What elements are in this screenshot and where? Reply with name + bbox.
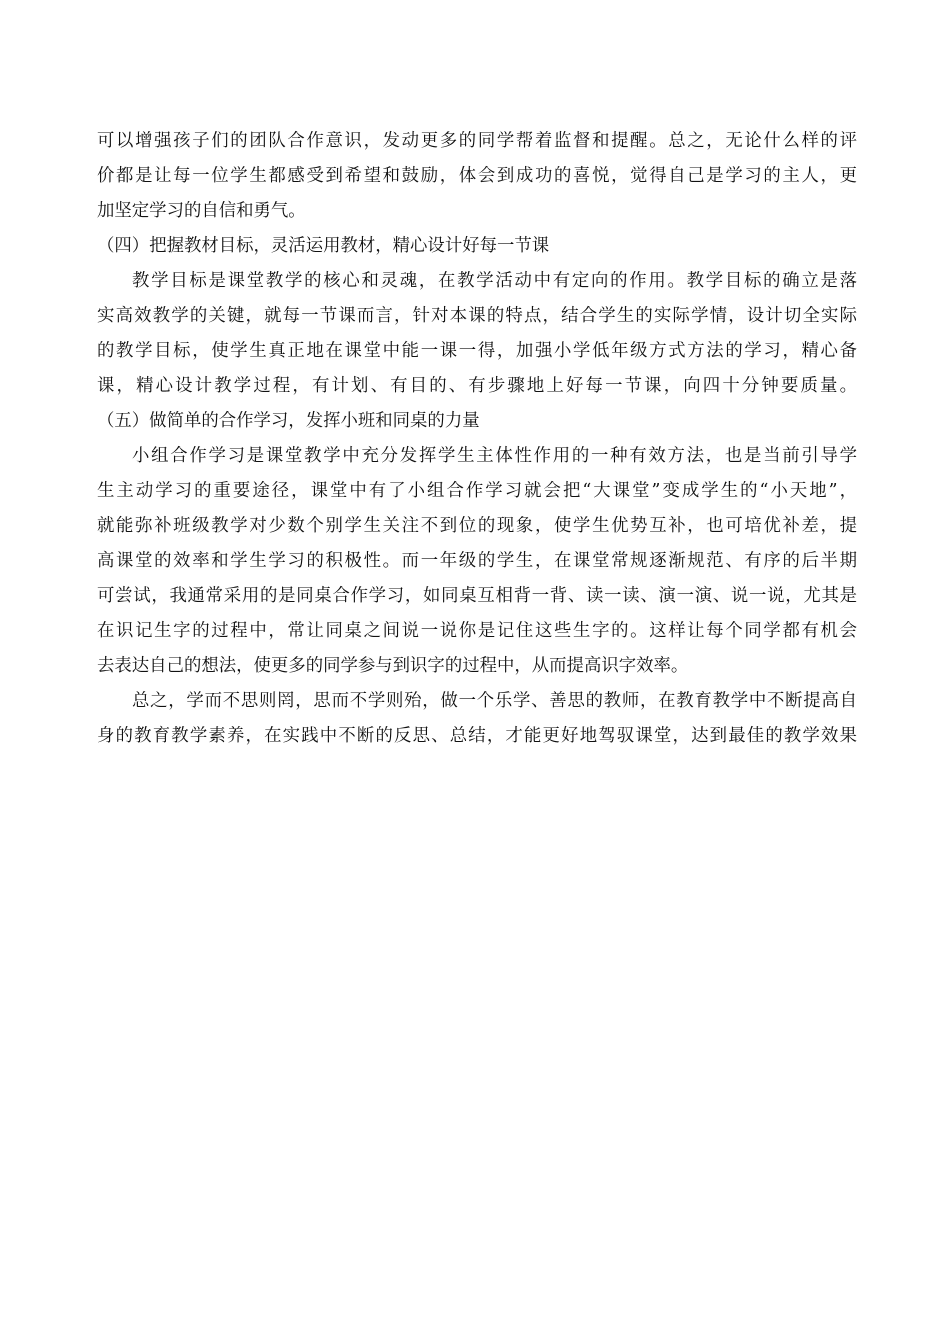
- paragraph-line: 总之，学而不思则罔，思而不学则殆，做一个乐学、善思的教师，在教育教学中不断提高自: [132, 691, 857, 711]
- paragraph-line: 价都是让每一位学生都感受到希望和鼓励，体会到成功的喜悦，觉得自己是学习的主人，更: [97, 166, 857, 186]
- paragraph-line: 生主动学习的重要途径，课堂中有了小组合作学习就会把“大课堂”变成学生的“小天地”，: [97, 481, 857, 501]
- paragraph-line: 可尝试，我通常采用的是同桌合作学习，如同桌互相背一背、读一读、演一演、说一说，尤其是: [97, 586, 857, 606]
- paragraph-line: 教学目标是课堂教学的核心和灵魂，在教学活动中有定向的作用。教学目标的确立是落: [132, 271, 857, 291]
- paragraph-line: 身的教育教学素养，在实践中不断的反思、总结，才能更好地驾驭课堂，达到最佳的教学效果: [97, 726, 857, 746]
- paragraph-line: 实高效教学的关键，就每一节课而言，针对本课的特点，结合学生的实际学情，设计切全实际: [97, 306, 857, 326]
- paragraph-line: 加坚定学习的自信和勇气。: [97, 201, 306, 221]
- paragraph-line: 可以增强孩子们的团队合作意识，发动更多的同学帮着监督和提醒。总之，无论什么样的评: [97, 131, 857, 151]
- document-body: [97, 124, 857, 754]
- paragraph-line: 高课堂的效率和学生学习的积极性。而一年级的学生，在课堂常规逐渐规范、有序的后半期: [97, 551, 857, 571]
- paragraph-line: 课，精心设计教学过程，有计划、有目的、有步骤地上好每一节课，向四十分钟要质量。: [97, 376, 857, 396]
- section-heading-5: （五）做简单的合作学习，发挥小班和同桌的力量: [97, 411, 480, 431]
- paragraph-line: 的教学目标，使学生真正地在课堂中能一课一得，加强小学低年级方式方法的学习，精心备: [97, 341, 857, 361]
- paragraph-line: 去表达自己的想法，使更多的同学参与到识字的过程中，从而提高识字效率。: [97, 656, 689, 676]
- paragraph-line: 在识记生字的过程中，常让同桌之间说一说你是记住这些生字的。这样让每个同学都有机会: [97, 621, 857, 641]
- paragraph-line: 小组合作学习是课堂教学中充分发挥学生主体性作用的一种有效方法，也是当前引导学: [132, 446, 857, 466]
- paragraph-line: 就能弥补班级教学对少数个别学生关注不到位的现象，使学生优势互补，也可培优补差，提: [97, 516, 857, 536]
- section-heading-4: （四）把握教材目标，灵活运用教材，精心设计好每一节课: [97, 236, 550, 256]
